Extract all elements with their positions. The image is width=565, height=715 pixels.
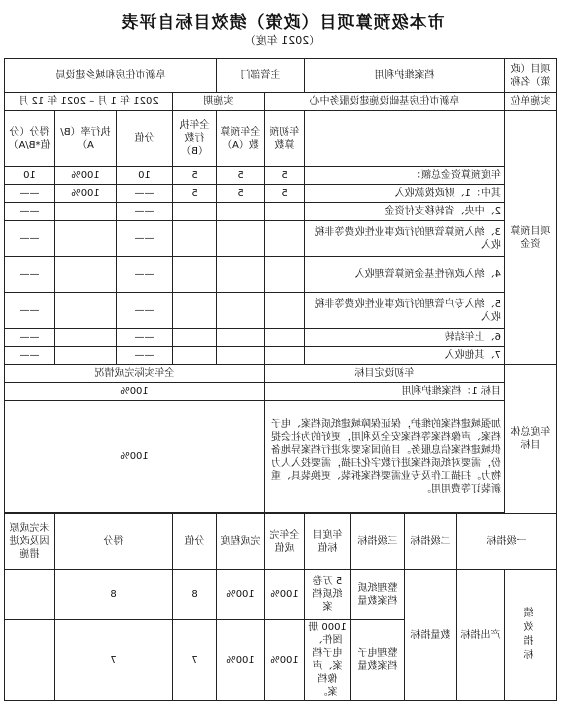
- budget-section-label: 项目预算资金: [505, 111, 557, 365]
- budget-score: ——: [5, 203, 55, 221]
- ind-target: 1000 册图件、电子档案、声像档案。: [305, 620, 351, 701]
- ind-header-l3: 三级指标: [351, 514, 405, 570]
- goals-actual-header: 全年实际完成情况: [5, 365, 265, 383]
- ind-reason: [5, 620, 55, 701]
- ind-l3: 整理纸质档案数量: [351, 570, 405, 620]
- budget-full: 5: [217, 167, 265, 185]
- budget-score: ——: [5, 257, 55, 293]
- budget-full: [217, 347, 265, 365]
- budget-rate: [55, 203, 117, 221]
- page-subtitle: （2021 年度）: [244, 34, 321, 47]
- budget-exec: [173, 221, 217, 257]
- budget-row-label: 7、其他收入: [305, 347, 505, 365]
- budget-header-exec: 全年执行数（B）: [173, 111, 217, 167]
- period-value: 2021 年 1 月 – 2021 年 12 月: [5, 93, 173, 111]
- ind-header-l2: 二级指标: [405, 514, 457, 570]
- budget-row: [5, 347, 557, 365]
- ind-score: 7: [55, 620, 173, 701]
- budget-row: [5, 329, 557, 347]
- period-label: 实施期: [173, 93, 265, 111]
- budget-full: [217, 203, 265, 221]
- budget-weight: ——: [117, 347, 173, 365]
- ind-degree: 100%: [217, 570, 265, 620]
- ind-header-score: 得分: [55, 514, 173, 570]
- budget-row-label: 3、纳入预算管理的行政事业性收费等非税收入: [305, 221, 505, 257]
- budget-row-label: 2、中央、省转移支付资金: [305, 203, 505, 221]
- budget-score: ——: [5, 347, 55, 365]
- budget-initial: 5: [265, 185, 305, 203]
- budget-weight: 10: [117, 167, 173, 185]
- budget-row: [5, 221, 557, 257]
- ind-header-l1: 一级指标: [457, 514, 557, 570]
- budget-initial: [265, 203, 305, 221]
- budget-row: [5, 203, 557, 221]
- dept-value: 阜新市住房和城乡建设局: [5, 59, 217, 93]
- budget-row: [5, 293, 557, 329]
- budget-weight: ——: [117, 293, 173, 329]
- budget-header-initial: 年初预算数: [265, 111, 305, 167]
- ind-header-degree: 完成程度: [217, 514, 265, 570]
- budget-header-full: 全年预算数（A）: [217, 111, 265, 167]
- budget-exec: [173, 329, 217, 347]
- budget-row-label: 6、上年结转: [305, 329, 505, 347]
- budget-row-label: 年度预算资金总额：: [305, 167, 505, 185]
- budget-weight: ——: [117, 203, 173, 221]
- budget-header-blank: [305, 111, 505, 167]
- dept-label: 主管部门: [217, 59, 305, 93]
- budget-header-weight: 分值: [117, 111, 173, 167]
- budget-initial: [265, 347, 305, 365]
- budget-weight: ——: [117, 185, 173, 203]
- budget-full: [217, 257, 265, 293]
- ind-header-target: 年度目标值: [305, 514, 351, 570]
- budget-rate: 100%: [55, 185, 117, 203]
- ind-done: 100%: [265, 570, 305, 620]
- impl-unit-value: 阜新市住房基础设施建设服务中心: [265, 93, 505, 111]
- budget-exec: 5: [173, 167, 217, 185]
- goals-goal-rate: 100%: [5, 383, 265, 401]
- budget-exec: [173, 257, 217, 293]
- budget-initial: 5: [265, 167, 305, 185]
- goals-goal-line: 目标 1：档案维护利用: [265, 383, 505, 401]
- budget-row-label: 5、纳入专户管理的行政事业性收费等非税收入: [305, 293, 505, 329]
- budget-row: [5, 185, 557, 203]
- goals-actual-rate: 100%: [5, 401, 265, 513]
- budget-rate: [55, 221, 117, 257]
- goals-initial-header: 年初设定目标: [265, 365, 505, 383]
- budget-row: [5, 167, 557, 185]
- budget-row-label: 4、纳入政府性基金预算管理收入: [305, 257, 505, 293]
- goals-section-label: 年度总体目标: [505, 365, 557, 514]
- budget-score: ——: [5, 329, 55, 347]
- budget-exec: [173, 203, 217, 221]
- ind-header-reason: 未完成原因及改进措施: [5, 514, 55, 570]
- ind-score: 8: [55, 570, 173, 620]
- goals-description: 加强城建档案的维护，保证保障城建纸质档案、电子档案、声像档案等档案安全及利用，更好的为社会提供城建档案信息服务。目前国家要求进行档案异地备份，需要对纸质档案进行数字化扫描，需要投入人力物力。扫描工作及专业需要档案拆装、更换装具、重新装订等费用用。: [265, 401, 505, 513]
- ind-level1: 绩效指标: [505, 570, 557, 701]
- budget-rate: [55, 257, 117, 293]
- budget-row: [5, 257, 557, 293]
- budget-exec: [173, 347, 217, 365]
- budget-weight: ——: [117, 329, 173, 347]
- ind-level2b: 数量指标: [405, 570, 457, 701]
- ind-done: 100%: [265, 620, 305, 701]
- budget-score: ——: [5, 293, 55, 329]
- budget-initial: [265, 329, 305, 347]
- budget-rate: [55, 293, 117, 329]
- project-name-value: 档案维护利用: [305, 59, 505, 93]
- ind-level2: 产出指标: [457, 570, 505, 701]
- ind-target: 5 万卷纸质档案: [305, 570, 351, 620]
- budget-rate: 100%: [55, 167, 117, 185]
- budget-full: [217, 329, 265, 347]
- ind-header-weight: 分值: [173, 514, 217, 570]
- budget-full: 5: [217, 185, 265, 203]
- budget-weight: ——: [117, 221, 173, 257]
- ind-l3: 整理电子档案数量: [351, 620, 405, 701]
- budget-score: ——: [5, 185, 55, 203]
- budget-header-score: 得分（分值*B/A）: [5, 111, 55, 167]
- budget-rate: [55, 329, 117, 347]
- ind-degree: 100%: [217, 620, 265, 701]
- budget-weight: ——: [117, 257, 173, 293]
- budget-exec: [173, 293, 217, 329]
- budget-score: 10: [5, 167, 55, 185]
- budget-initial: [265, 257, 305, 293]
- budget-exec: 5: [173, 185, 217, 203]
- ind-reason: [5, 570, 55, 620]
- impl-unit-label: 实施单位: [505, 93, 557, 111]
- evaluation-table: [4, 58, 557, 701]
- budget-initial: [265, 221, 305, 257]
- ind-header-done: 全年完成值: [265, 514, 305, 570]
- budget-row-label: 其中：1、财政拨款收入: [305, 185, 505, 203]
- page-title: 市本级预算项目（政策）绩效目标自评表: [120, 13, 445, 33]
- budget-rate: [55, 347, 117, 365]
- ind-weight: 8: [173, 570, 217, 620]
- budget-initial: [265, 293, 305, 329]
- budget-full: [217, 221, 265, 257]
- ind-weight: 7: [173, 620, 217, 701]
- project-name-label: 项目（政策）名称: [505, 59, 557, 93]
- budget-full: [217, 293, 265, 329]
- budget-header-rate: 执行率（B/A）: [55, 111, 117, 167]
- budget-score: ——: [5, 221, 55, 257]
